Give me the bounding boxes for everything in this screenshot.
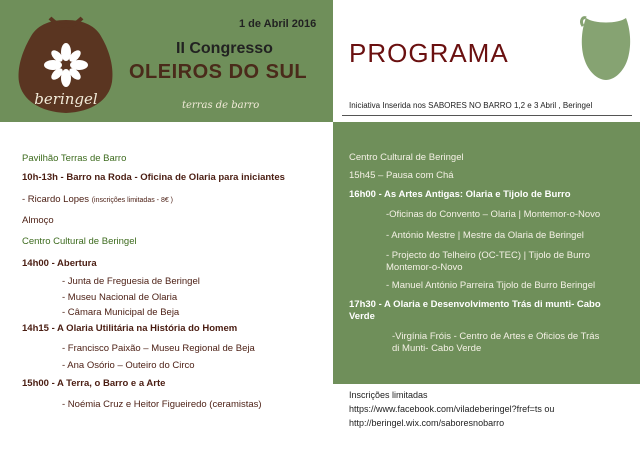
event-title: OLEIROS DO SUL xyxy=(129,61,308,83)
list-item: di Munti- Cabo Verde xyxy=(392,343,482,354)
list-item: - Projecto do Telheiro (OC-TEC) | Tijolo de Burro xyxy=(386,250,590,261)
session-artes-antigas: 16h00 - As Artes Antigas: Olaria e Tijolo de Burro xyxy=(349,189,571,200)
wix-link[interactable]: http://beringel.wix.com/saboresnobarro xyxy=(349,418,505,428)
event-date: 1 de Abril 2016 xyxy=(239,18,317,30)
session-pausa: 15h45 – Pausa com Chá xyxy=(349,170,454,181)
list-item: -Virgínia Fróis - Centro de Artes e Oficios de Trás xyxy=(392,331,600,342)
header-divider xyxy=(342,115,632,116)
initiative-note: Iniciativa Inserida nos SABORES NO BARRO 1,2 e 3 Abril , Beringel xyxy=(349,101,593,110)
list-item: - António Mestre | Mestre da Olaria de Beringel xyxy=(386,230,584,241)
session-olaria-desenvolvimento-cont: Verde xyxy=(349,311,375,322)
session-olaria-desenvolvimento: 17h30 - A Olaria e Desenvolvimento Trás di munti- Cabo xyxy=(349,299,601,310)
lunch-break: Almoço xyxy=(22,215,54,226)
event-tagline: terras de barro xyxy=(182,100,260,111)
registration-note: (inscrições limitadas - 8€ ) xyxy=(91,197,174,204)
facebook-link[interactable]: https://www.facebook.com/viladeberingel?fref=ts ou xyxy=(349,404,555,414)
list-item: - Junta de Freguesia de Beringel xyxy=(62,276,200,287)
list-item: -Oficinas do Convento – Olaria | Montemor-o-Novo xyxy=(386,209,601,220)
venue-pavilhao: Pavilhão Terras de Barro xyxy=(22,153,127,164)
list-item: - Ana Osório – Outeiro do Circo xyxy=(62,360,195,371)
venue-centro-cultural-right: Centro Cultural de Beringel xyxy=(349,152,464,163)
list-item: - Francisco Paixão – Museu Regional de Beja xyxy=(62,343,255,354)
list-item: - Museu Nacional de Olaria xyxy=(62,292,178,303)
list-item: Montemor-o-Novo xyxy=(386,262,463,273)
list-item: - Manuel António Parreira Tijolo de Burro Beringel xyxy=(386,280,596,291)
programa-heading: PROGRAMA xyxy=(349,38,509,68)
logo-text: beringel xyxy=(34,90,98,108)
list-item: - Câmara Municipal de Beja xyxy=(62,307,180,318)
session-presenter xyxy=(22,194,173,205)
session-olaria-utilitaria: 14h15 - A Olaria Utilitária na História do Homem xyxy=(22,323,238,334)
session-terra-barro-arte: 15h00 - A Terra, o Barro e a Arte xyxy=(22,378,166,389)
list-item: - Noémia Cruz e Heitor Figueiredo (ceramistas) xyxy=(62,399,262,410)
venue-centro-cultural: Centro Cultural de Beringel xyxy=(22,236,137,247)
pottery-jar-icon xyxy=(580,14,632,84)
beringel-logo xyxy=(14,16,118,116)
registration-limited: Inscrições limitadas xyxy=(349,390,428,400)
congress-edition: II Congresso xyxy=(176,40,273,57)
presenter-name: - Ricardo Lopes xyxy=(22,194,90,205)
session-abertura: 14h00 - Abertura xyxy=(22,258,97,269)
session-barro-na-roda: 10h-13h - Barro na Roda - Oficina de Olaria para iniciantes xyxy=(22,172,285,183)
